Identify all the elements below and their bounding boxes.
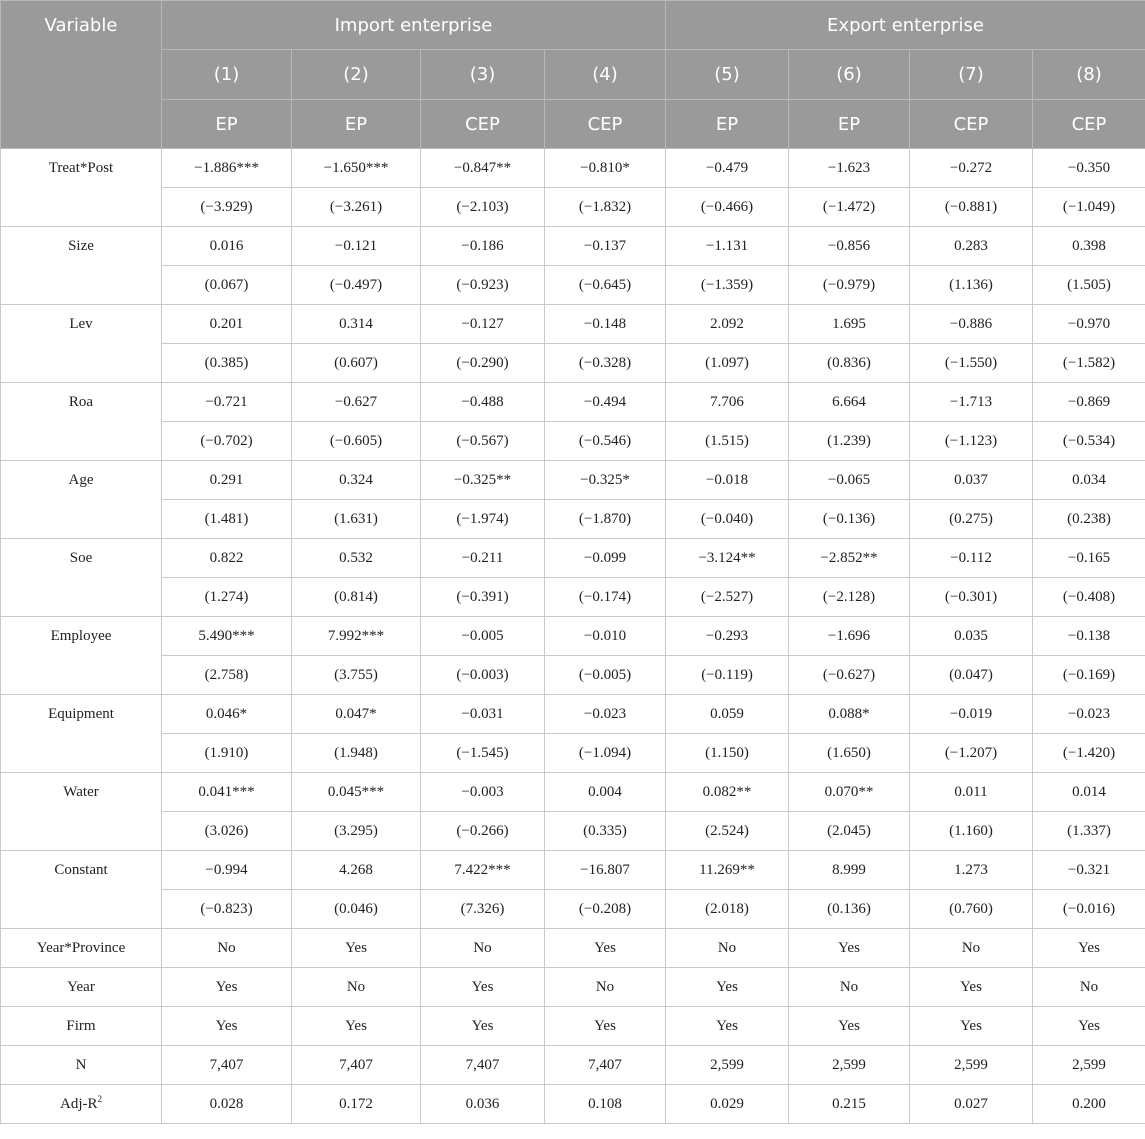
- t-stat-cell: (−3.929): [162, 188, 292, 227]
- column-number: (1): [162, 50, 292, 100]
- t-stat-cell: (0.385): [162, 344, 292, 383]
- t-stat-cell: (1.505): [1033, 266, 1145, 305]
- coefficient-cell: −0.137: [545, 227, 666, 266]
- value-cell: Yes: [545, 1007, 666, 1046]
- value-cell: 0.172: [292, 1085, 421, 1124]
- value-cell: 7,407: [292, 1046, 421, 1085]
- t-stat-cell: (1.948): [292, 734, 421, 773]
- coefficient-cell: −0.721: [162, 383, 292, 422]
- column-number: (4): [545, 50, 666, 100]
- t-stat-cell: (−3.261): [292, 188, 421, 227]
- variable-name: Equipment: [1, 695, 162, 773]
- coefficient-cell: 7.992***: [292, 617, 421, 656]
- value-cell: 2,599: [1033, 1046, 1145, 1085]
- t-stat-cell: (−1.359): [666, 266, 789, 305]
- t-stat-cell: (2.018): [666, 890, 789, 929]
- coefficient-cell: 0.034: [1033, 461, 1145, 500]
- coefficient-cell: −0.211: [421, 539, 545, 578]
- coefficient-cell: −0.994: [162, 851, 292, 890]
- coefficient-cell: −1.650***: [292, 149, 421, 188]
- row-label: N: [1, 1046, 162, 1085]
- t-stat-cell: (1.650): [789, 734, 910, 773]
- coefficient-cell: 0.088*: [789, 695, 910, 734]
- t-stat-cell: (−1.123): [910, 422, 1033, 461]
- t-stat-row-soe: [1, 578, 1145, 617]
- control-row-year-province: [1, 929, 1145, 968]
- t-stat-cell: (−0.497): [292, 266, 421, 305]
- coefficient-cell: −0.856: [789, 227, 910, 266]
- coefficient-cell: 0.047*: [292, 695, 421, 734]
- dependent-variable: EP: [789, 100, 910, 149]
- coefficient-cell: 0.045***: [292, 773, 421, 812]
- coef-row-lev: [1, 305, 1145, 344]
- column-number: (5): [666, 50, 789, 100]
- coefficient-cell: −0.494: [545, 383, 666, 422]
- table-header: [1, 1, 1145, 149]
- t-stat-cell: (−1.582): [1033, 344, 1145, 383]
- coefficient-cell: −0.019: [910, 695, 1033, 734]
- t-stat-cell: (−0.266): [421, 812, 545, 851]
- t-stat-cell: (−1.472): [789, 188, 910, 227]
- coefficient-cell: −0.148: [545, 305, 666, 344]
- header-row-dependents: [1, 100, 1145, 149]
- t-stat-row-lev: [1, 344, 1145, 383]
- row-label: Firm: [1, 1007, 162, 1046]
- value-cell: Yes: [666, 968, 789, 1007]
- adj-r2-label-text: Adj-R: [60, 1095, 98, 1112]
- coef-row-constant: [1, 851, 1145, 890]
- t-stat-cell: (−0.645): [545, 266, 666, 305]
- coefficient-cell: −0.272: [910, 149, 1033, 188]
- column-number: (2): [292, 50, 421, 100]
- table-body: [1, 149, 1145, 1124]
- t-stat-cell: (3.295): [292, 812, 421, 851]
- t-stat-cell: (−1.832): [545, 188, 666, 227]
- import-enterprise-header: Import enterprise: [162, 1, 666, 50]
- t-stat-cell: (1.515): [666, 422, 789, 461]
- column-number: (3): [421, 50, 545, 100]
- coefficient-cell: −0.325*: [545, 461, 666, 500]
- t-stat-cell: (−0.627): [789, 656, 910, 695]
- t-stat-row-employee: [1, 656, 1145, 695]
- row-label: Year: [1, 968, 162, 1007]
- coefficient-cell: 6.664: [789, 383, 910, 422]
- t-stat-cell: (3.755): [292, 656, 421, 695]
- coefficient-cell: 8.999: [789, 851, 910, 890]
- t-stat-row-roa: [1, 422, 1145, 461]
- coefficient-cell: 5.490***: [162, 617, 292, 656]
- value-cell: 0.028: [162, 1085, 292, 1124]
- coefficient-cell: −1.131: [666, 227, 789, 266]
- t-stat-cell: (2.758): [162, 656, 292, 695]
- column-number: (8): [1033, 50, 1145, 100]
- t-stat-cell: (−0.169): [1033, 656, 1145, 695]
- t-stat-cell: (−0.119): [666, 656, 789, 695]
- coefficient-cell: 0.059: [666, 695, 789, 734]
- coefficient-cell: −0.810*: [545, 149, 666, 188]
- value-cell: 2,599: [789, 1046, 910, 1085]
- t-stat-cell: (1.160): [910, 812, 1033, 851]
- coefficient-cell: 0.014: [1033, 773, 1145, 812]
- t-stat-cell: (−0.923): [421, 266, 545, 305]
- coefficient-cell: 0.201: [162, 305, 292, 344]
- coefficient-cell: −0.186: [421, 227, 545, 266]
- value-cell: 0.036: [421, 1085, 545, 1124]
- coefficient-cell: −0.970: [1033, 305, 1145, 344]
- value-cell: Yes: [789, 929, 910, 968]
- t-stat-cell: (1.910): [162, 734, 292, 773]
- coefficient-cell: −0.325**: [421, 461, 545, 500]
- coefficient-cell: 0.314: [292, 305, 421, 344]
- control-row-firm: [1, 1007, 1145, 1046]
- variable-name: Roa: [1, 383, 162, 461]
- variable-name: Treat*Post: [1, 149, 162, 227]
- dependent-variable: CEP: [545, 100, 666, 149]
- t-stat-cell: (−2.128): [789, 578, 910, 617]
- header-row-groups: [1, 1, 1145, 50]
- t-stat-cell: (−1.974): [421, 500, 545, 539]
- t-stat-cell: (−0.534): [1033, 422, 1145, 461]
- coefficient-cell: 0.004: [545, 773, 666, 812]
- coefficient-cell: 0.398: [1033, 227, 1145, 266]
- coefficient-cell: −0.121: [292, 227, 421, 266]
- variable-name: Soe: [1, 539, 162, 617]
- control-row-n: [1, 1046, 1145, 1085]
- coefficient-cell: −0.138: [1033, 617, 1145, 656]
- coefficient-cell: −16.807: [545, 851, 666, 890]
- t-stat-cell: (−1.094): [545, 734, 666, 773]
- value-cell: Yes: [421, 968, 545, 1007]
- value-cell: 2,599: [666, 1046, 789, 1085]
- coefficient-cell: 0.011: [910, 773, 1033, 812]
- coefficient-cell: −1.696: [789, 617, 910, 656]
- t-stat-cell: (0.836): [789, 344, 910, 383]
- adj-r2-superscript: 2: [97, 1093, 102, 1104]
- t-stat-cell: (−0.005): [545, 656, 666, 695]
- coef-row-treat-post: [1, 149, 1145, 188]
- t-stat-cell: (0.136): [789, 890, 910, 929]
- t-stat-cell: (−0.003): [421, 656, 545, 695]
- coefficient-cell: −2.852**: [789, 539, 910, 578]
- t-stat-cell: (−1.545): [421, 734, 545, 773]
- coefficient-cell: 0.070**: [789, 773, 910, 812]
- control-row-year: [1, 968, 1145, 1007]
- header-row-columns: [1, 50, 1145, 100]
- column-number: (7): [910, 50, 1033, 100]
- dependent-variable: EP: [666, 100, 789, 149]
- value-cell: No: [162, 929, 292, 968]
- t-stat-cell: (−0.979): [789, 266, 910, 305]
- coefficient-cell: −0.003: [421, 773, 545, 812]
- t-stat-cell: (−0.391): [421, 578, 545, 617]
- t-stat-cell: (−0.823): [162, 890, 292, 929]
- t-stat-cell: (−1.550): [910, 344, 1033, 383]
- value-cell: 7,407: [421, 1046, 545, 1085]
- t-stat-cell: (0.814): [292, 578, 421, 617]
- coefficient-cell: 0.822: [162, 539, 292, 578]
- coefficient-cell: −0.886: [910, 305, 1033, 344]
- coefficient-cell: −0.065: [789, 461, 910, 500]
- t-stat-row-size: [1, 266, 1145, 305]
- t-stat-cell: (1.150): [666, 734, 789, 773]
- t-stat-cell: (−1.207): [910, 734, 1033, 773]
- value-cell: No: [421, 929, 545, 968]
- t-stat-cell: (−1.049): [1033, 188, 1145, 227]
- t-stat-cell: (−0.702): [162, 422, 292, 461]
- coefficient-cell: 0.291: [162, 461, 292, 500]
- coefficient-cell: −0.488: [421, 383, 545, 422]
- coef-row-employee: [1, 617, 1145, 656]
- t-stat-cell: (−0.290): [421, 344, 545, 383]
- coefficient-cell: −0.627: [292, 383, 421, 422]
- value-cell: Yes: [421, 1007, 545, 1046]
- value-cell: Yes: [545, 929, 666, 968]
- value-cell: No: [910, 929, 1033, 968]
- variable-name: Lev: [1, 305, 162, 383]
- value-cell: No: [292, 968, 421, 1007]
- t-stat-cell: (0.046): [292, 890, 421, 929]
- coefficient-cell: 0.035: [910, 617, 1033, 656]
- value-cell: Yes: [1033, 1007, 1145, 1046]
- t-stat-cell: (−0.136): [789, 500, 910, 539]
- coef-row-roa: [1, 383, 1145, 422]
- value-cell: 0.200: [1033, 1085, 1145, 1124]
- value-cell: 7,407: [162, 1046, 292, 1085]
- coefficient-cell: −0.293: [666, 617, 789, 656]
- value-cell: No: [789, 968, 910, 1007]
- coefficient-cell: 0.283: [910, 227, 1033, 266]
- value-cell: 2,599: [910, 1046, 1033, 1085]
- coefficient-cell: 4.268: [292, 851, 421, 890]
- t-stat-cell: (−2.103): [421, 188, 545, 227]
- t-stat-cell: (−0.208): [545, 890, 666, 929]
- variable-name: Employee: [1, 617, 162, 695]
- coefficient-cell: −0.479: [666, 149, 789, 188]
- coef-row-equipment: [1, 695, 1145, 734]
- t-stat-cell: (−0.466): [666, 188, 789, 227]
- value-cell: Yes: [1033, 929, 1145, 968]
- value-cell: Yes: [910, 968, 1033, 1007]
- coefficient-cell: 0.016: [162, 227, 292, 266]
- coefficient-cell: −0.099: [545, 539, 666, 578]
- coefficient-cell: −0.165: [1033, 539, 1145, 578]
- value-cell: No: [545, 968, 666, 1007]
- coefficient-cell: 0.082**: [666, 773, 789, 812]
- t-stat-cell: (7.326): [421, 890, 545, 929]
- t-stat-cell: (−1.420): [1033, 734, 1145, 773]
- t-stat-cell: (−0.408): [1033, 578, 1145, 617]
- value-cell: Yes: [789, 1007, 910, 1046]
- variable-name: Age: [1, 461, 162, 539]
- t-stat-cell: (2.524): [666, 812, 789, 851]
- value-cell: Yes: [162, 1007, 292, 1046]
- coefficient-cell: −0.005: [421, 617, 545, 656]
- coefficient-cell: 0.041***: [162, 773, 292, 812]
- coefficient-cell: −0.018: [666, 461, 789, 500]
- t-stat-cell: (−0.016): [1033, 890, 1145, 929]
- t-stat-cell: (−0.881): [910, 188, 1033, 227]
- t-stat-row-treat-post: [1, 188, 1145, 227]
- value-cell: Yes: [666, 1007, 789, 1046]
- coefficient-cell: 7.706: [666, 383, 789, 422]
- coefficient-cell: 2.092: [666, 305, 789, 344]
- coefficient-cell: −0.112: [910, 539, 1033, 578]
- coefficient-cell: −0.023: [1033, 695, 1145, 734]
- t-stat-cell: (−1.870): [545, 500, 666, 539]
- t-stat-cell: (0.607): [292, 344, 421, 383]
- coefficient-cell: 11.269**: [666, 851, 789, 890]
- coefficient-cell: −0.010: [545, 617, 666, 656]
- t-stat-row-water: [1, 812, 1145, 851]
- row-label: Year*Province: [1, 929, 162, 968]
- t-stat-cell: (1.239): [789, 422, 910, 461]
- adj-r2-row: [1, 1085, 1145, 1124]
- coefficient-cell: −0.321: [1033, 851, 1145, 890]
- t-stat-cell: (0.335): [545, 812, 666, 851]
- coef-row-size: [1, 227, 1145, 266]
- coef-row-water: [1, 773, 1145, 812]
- coefficient-cell: −0.350: [1033, 149, 1145, 188]
- t-stat-cell: (1.097): [666, 344, 789, 383]
- column-number: (6): [789, 50, 910, 100]
- t-stat-cell: (−0.567): [421, 422, 545, 461]
- t-stat-cell: (0.760): [910, 890, 1033, 929]
- dependent-variable: CEP: [421, 100, 545, 149]
- value-cell: No: [666, 929, 789, 968]
- value-cell: 0.029: [666, 1085, 789, 1124]
- t-stat-cell: (−0.040): [666, 500, 789, 539]
- t-stat-cell: (−0.301): [910, 578, 1033, 617]
- t-stat-cell: (1.631): [292, 500, 421, 539]
- t-stat-cell: (0.067): [162, 266, 292, 305]
- coefficient-cell: −0.127: [421, 305, 545, 344]
- coefficient-cell: 0.037: [910, 461, 1033, 500]
- dependent-variable: EP: [292, 100, 421, 149]
- value-cell: 0.108: [545, 1085, 666, 1124]
- value-cell: 0.215: [789, 1085, 910, 1124]
- value-cell: Yes: [162, 968, 292, 1007]
- variable-name: Water: [1, 773, 162, 851]
- value-cell: Yes: [910, 1007, 1033, 1046]
- variable-name: Constant: [1, 851, 162, 929]
- coefficient-cell: −0.847**: [421, 149, 545, 188]
- variable-name: Size: [1, 227, 162, 305]
- t-stat-cell: (3.026): [162, 812, 292, 851]
- t-stat-cell: (−0.328): [545, 344, 666, 383]
- dependent-variable: CEP: [910, 100, 1033, 149]
- value-cell: 0.027: [910, 1085, 1033, 1124]
- t-stat-cell: (0.275): [910, 500, 1033, 539]
- coefficient-cell: −1.886***: [162, 149, 292, 188]
- t-stat-cell: (1.274): [162, 578, 292, 617]
- t-stat-cell: (1.337): [1033, 812, 1145, 851]
- t-stat-cell: (0.238): [1033, 500, 1145, 539]
- dependent-variable: CEP: [1033, 100, 1145, 149]
- value-cell: Yes: [292, 1007, 421, 1046]
- coefficient-cell: 7.422***: [421, 851, 545, 890]
- t-stat-cell: (−0.546): [545, 422, 666, 461]
- adj-r2-label: [1, 1085, 162, 1124]
- coefficient-cell: −1.623: [789, 149, 910, 188]
- t-stat-cell: (1.481): [162, 500, 292, 539]
- coefficient-cell: 1.695: [789, 305, 910, 344]
- t-stat-cell: (−0.174): [545, 578, 666, 617]
- t-stat-row-constant: [1, 890, 1145, 929]
- t-stat-row-age: [1, 500, 1145, 539]
- coefficient-cell: −0.031: [421, 695, 545, 734]
- dependent-variable: EP: [162, 100, 292, 149]
- t-stat-cell: (1.136): [910, 266, 1033, 305]
- coefficient-cell: −0.023: [545, 695, 666, 734]
- t-stat-cell: (0.047): [910, 656, 1033, 695]
- t-stat-row-equipment: [1, 734, 1145, 773]
- variable-header: Variable: [1, 1, 162, 149]
- coefficient-cell: −3.124**: [666, 539, 789, 578]
- coef-row-soe: [1, 539, 1145, 578]
- t-stat-cell: (−2.527): [666, 578, 789, 617]
- t-stat-cell: (−0.605): [292, 422, 421, 461]
- coef-row-age: [1, 461, 1145, 500]
- coefficient-cell: 1.273: [910, 851, 1033, 890]
- coefficient-cell: −0.869: [1033, 383, 1145, 422]
- export-enterprise-header: Export enterprise: [666, 1, 1145, 50]
- value-cell: No: [1033, 968, 1145, 1007]
- value-cell: Yes: [292, 929, 421, 968]
- coefficient-cell: 0.046*: [162, 695, 292, 734]
- coefficient-cell: 0.532: [292, 539, 421, 578]
- value-cell: 7,407: [545, 1046, 666, 1085]
- t-stat-cell: (2.045): [789, 812, 910, 851]
- coefficient-cell: −1.713: [910, 383, 1033, 422]
- coefficient-cell: 0.324: [292, 461, 421, 500]
